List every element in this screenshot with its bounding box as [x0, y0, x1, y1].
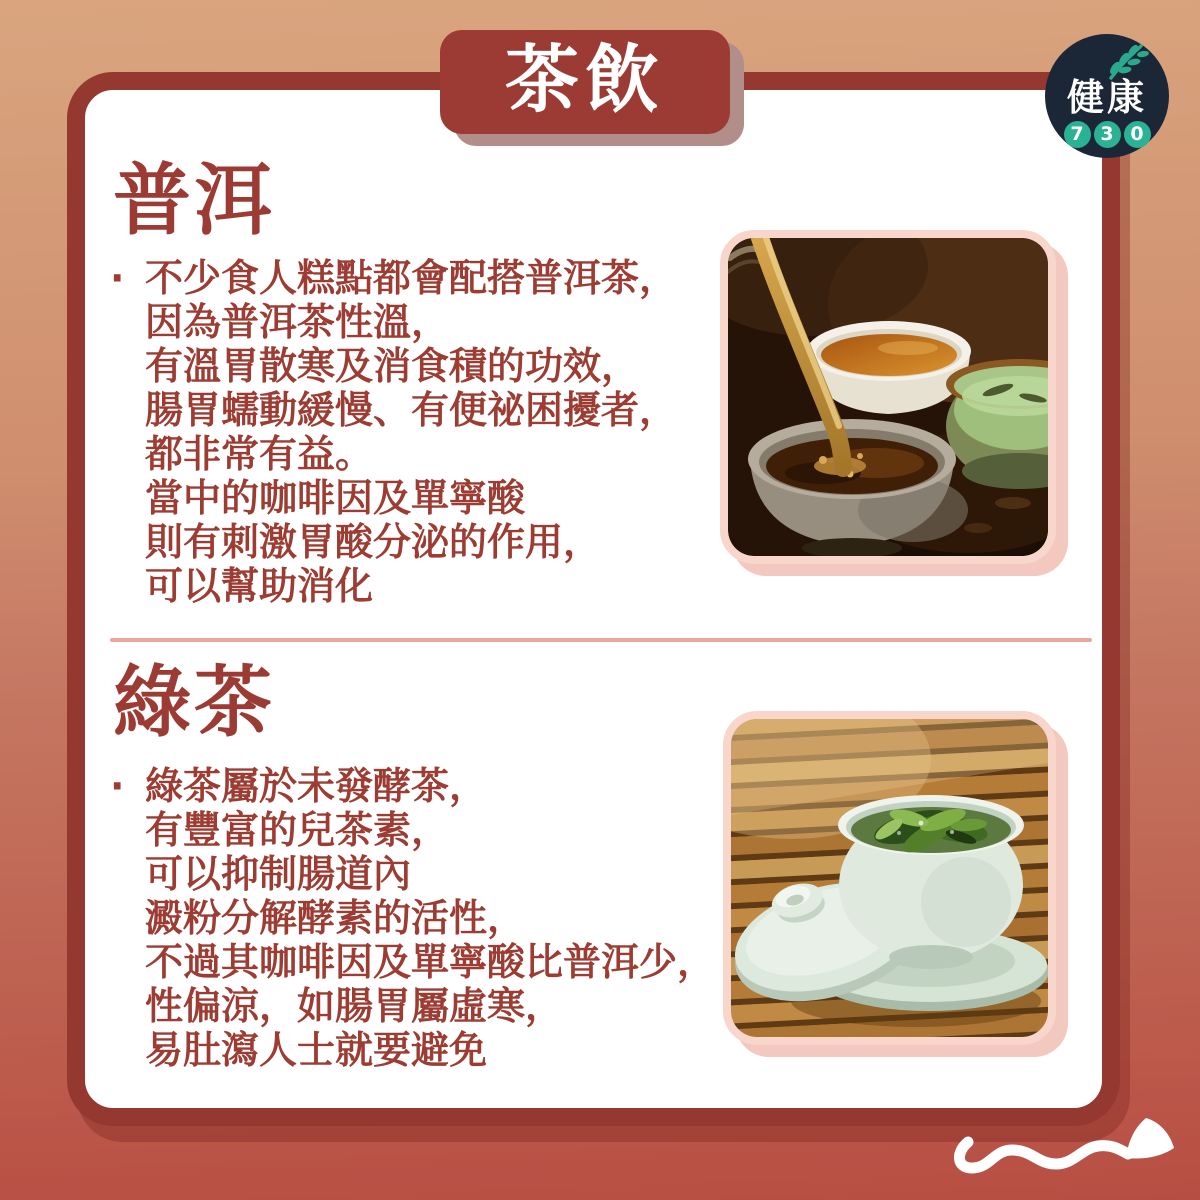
text-line	[108, 896, 748, 940]
line-text: 易肚瀉人士就要避免	[145, 1028, 488, 1072]
line-text: 因為普洱茶性溫，	[145, 300, 450, 344]
text-line	[108, 764, 748, 808]
text-line	[108, 1028, 748, 1072]
bullet-dot: ·	[110, 256, 125, 300]
text-line	[108, 808, 748, 852]
green-tea-text-block	[108, 764, 748, 1072]
text-line	[108, 564, 748, 608]
green-tea-gaiwan-photo	[723, 711, 1056, 1045]
text-line	[108, 256, 748, 300]
logo-name-text: 健康	[1067, 76, 1147, 119]
text-line	[108, 520, 748, 564]
line-text: 澱粉分解酵素的活性，	[145, 896, 526, 940]
text-line	[108, 940, 748, 984]
header-banner	[440, 30, 730, 134]
bullet-dot: ·	[110, 764, 125, 808]
line-text: 不過其咖啡因及單寧酸比普洱少，	[145, 940, 716, 984]
section-title-puerh: 普洱	[113, 156, 276, 246]
text-line	[108, 476, 748, 520]
pu-erh-photo-illustration	[728, 238, 1048, 556]
line-text: 有溫胃散寒及消食積的功效，	[145, 344, 640, 388]
line-text: 有豐富的兒茶素，	[145, 808, 450, 852]
line-text: 性偏涼，如腸胃屬虛寒，	[145, 984, 564, 1028]
line-text: 可以幫助消化	[145, 564, 374, 608]
line-text: 綠茶屬於未發酵茶，	[145, 764, 488, 808]
logo-digit-3: 3	[1094, 121, 1121, 148]
health730-logo	[1045, 34, 1169, 158]
pu-erh-tea-pouring-photo	[720, 230, 1056, 564]
wavy-arrow-right-icon	[950, 1108, 1178, 1192]
line-text: 不少食人糕點都會配搭普洱茶，	[145, 256, 678, 300]
logo-digits	[1064, 121, 1151, 148]
line-text: 都非常有益。	[145, 432, 374, 476]
section-divider	[110, 638, 1092, 642]
puerh-text-block	[108, 256, 748, 608]
text-line	[108, 344, 748, 388]
line-text: 當中的咖啡因及單寧酸	[145, 476, 526, 520]
text-line	[108, 300, 748, 344]
text-line	[108, 388, 748, 432]
text-line	[108, 984, 748, 1028]
line-text: 腸胃蠕動緩慢、有便祕困擾者，	[145, 388, 678, 432]
logo-digit-0: 0	[1124, 121, 1151, 148]
logo-digit-7: 7	[1064, 121, 1091, 148]
page-title: 茶飲	[505, 37, 665, 123]
text-line	[108, 852, 748, 896]
leaf-sprig-icon	[1103, 38, 1155, 82]
line-text: 則有刺激胃酸分泌的作用，	[145, 520, 602, 564]
text-line	[108, 432, 748, 476]
section-title-green-tea: 綠茶	[113, 658, 276, 748]
green-tea-photo-illustration	[731, 719, 1048, 1037]
line-text: 可以抑制腸道內	[145, 852, 412, 896]
